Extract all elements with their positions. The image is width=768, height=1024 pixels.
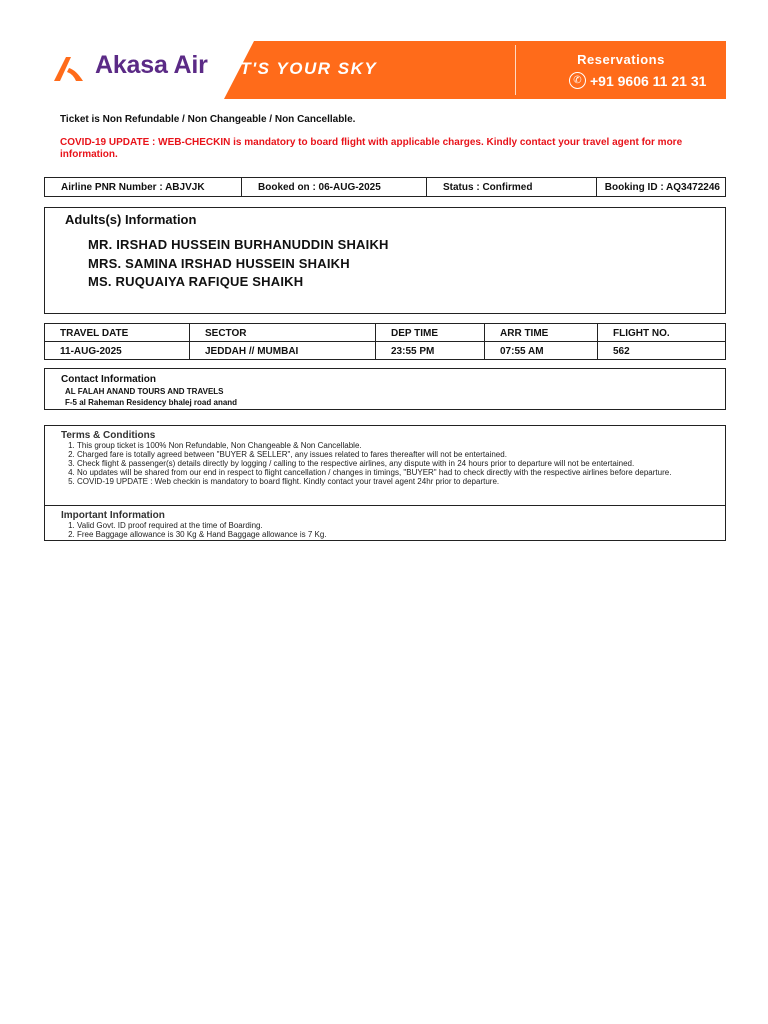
table-row [45,342,726,360]
booked-on: Booked on : 06-AUG-2025 [242,178,427,196]
dep-time: 23:55 PM [376,342,485,360]
list-item: 4. No updates will be shared from our end in respect to flight cancellation / changes in timings, "BUYER" had to check directly with the respective airlines before departure. [77,468,717,477]
list-item: 2. Free Baggage allowance is 30 Kg & Hand Baggage allowance is 7 Kg. [77,530,717,539]
flight-table-header [45,324,726,342]
contact-info-box [44,368,726,410]
phone-row [569,72,706,89]
list-item: 1. This group ticket is 100% Non Refundable, Non Changeable & Non Cancellable. [77,441,717,450]
col-sector: SECTOR [190,324,376,342]
list-item: 5. COVID-19 UPDATE : Web checkin is mandatory to board flight. Kindly contact your travel agent 24hr prior to departure. [77,477,717,486]
terms-list [77,441,717,486]
phone-icon: ✆ [569,72,586,89]
passenger-name: MR. IRSHAD HUSSEIN BURHANUDDIN SHAIKH [88,237,389,252]
important-info-box [44,505,726,541]
reservations-label: Reservations [577,52,665,67]
booking-id: Booking ID : AQ3472246 [604,182,720,193]
list-item: 2. Charged fare is totally agreed between "BUYER & SELLER", any issues related to fares thereafter will not be entertained. [77,450,717,459]
refund-notice: Ticket is Non Refundable / Non Changeable / Non Cancellable. [60,114,356,125]
covid-update: COVID-19 UPDATE : WEB-CHECKIN is mandatory to board flight with applicable charges. Kindly contact your travel agent for more information. [60,137,683,160]
important-list [77,521,717,539]
booking-status: Status : Confirmed [427,178,597,196]
airline-pnr: Airline PNR Number : ABJVJK [45,178,242,196]
tagline: IT'S YOUR SKY [234,59,378,78]
travel-date: 11-AUG-2025 [45,342,190,360]
brand-name: Akasa Air [95,51,208,79]
col-flight-no: FLIGHT NO. [598,324,726,342]
arr-time: 07:55 AM [485,342,598,360]
flight-table [44,323,726,360]
akasa-logo-icon [52,54,86,82]
sector: JEDDAH // MUMBAI [190,342,376,360]
col-travel-date: TRAVEL DATE [45,324,190,342]
terms-title: Terms & Conditions [61,430,156,441]
agency-name: AL FALAH ANAND TOURS AND TRAVELS [65,387,224,396]
phone-number: +91 9606 11 21 31 [590,72,707,89]
passenger-name: MRS. SAMINA IRSHAD HUSSEIN SHAIKH [88,256,350,271]
passenger-name: MS. RUQUAIYA RAFIQUE SHAIKH [88,274,304,289]
contact-title: Contact Information [61,374,156,385]
list-item: 3. Check flight & passenger(s) details directly by logging / calling to the respective airlines, any dispute with in 24 hours prior to departure will not be entertained. [77,459,717,468]
adults-title: Adults(s) Information [65,212,197,227]
booking-summary-bar [44,177,726,197]
agency-address: F-5 al Raheman Residency bhalej road anand [65,398,238,407]
adults-info-box [44,207,726,314]
col-dep-time: DEP TIME [376,324,485,342]
list-item: 1. Valid Govt. ID proof required at the time of Boarding. [77,521,717,530]
header-banner [44,41,726,99]
terms-box [44,425,726,506]
important-title: Important Information [61,510,165,521]
col-arr-time: ARR TIME [485,324,598,342]
flight-no: 562 [598,342,726,360]
